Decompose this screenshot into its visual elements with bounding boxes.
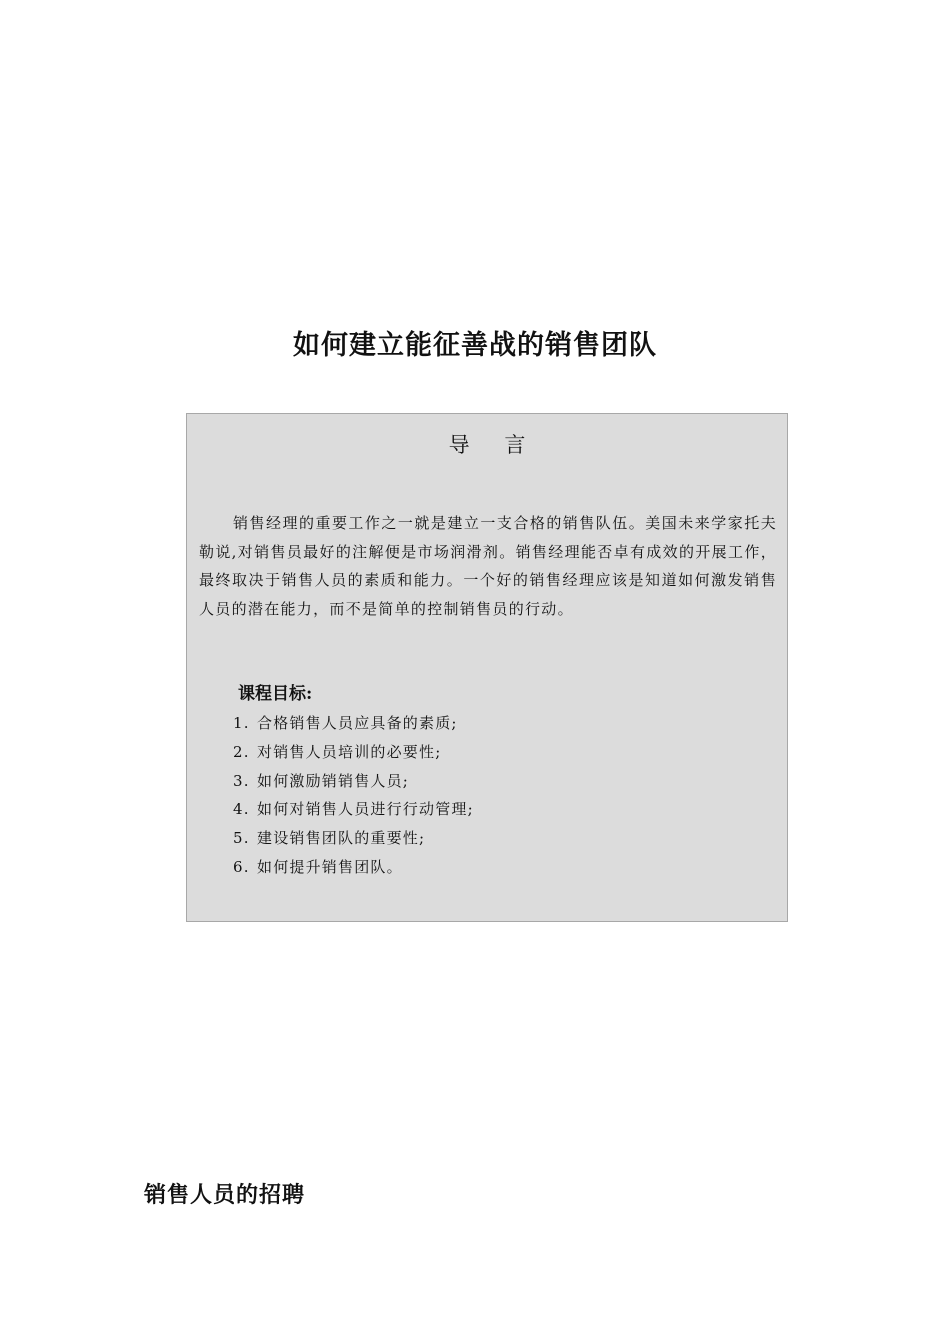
objective-item [233,767,474,796]
objective-number: 6. [233,857,250,876]
objective-number: 2. [233,742,250,761]
objective-number: 1. [233,714,250,732]
objective-text: 如何对销售人员进行行动管理; [257,800,474,819]
document-title: 如何建立能征善战的销售团队 [293,330,657,362]
objective-text: 如何激励销销售人员; [257,771,410,790]
objectives-title: 课程目标: [238,684,313,704]
objective-text: 如何提升销售团队。 [257,857,403,876]
objective-item [233,853,474,882]
objectives-list [233,709,474,882]
intro-paragraph: 销售经理的重要工作之一就是建立一支合格的销售队伍。美国未来学家托夫勒说,对销售员最好的注解便是市场润滑剂。销售经理能否卓有成效的开展工作，最终取决于销售人员的素质和能力。一个好的销售经理应该是知道如何激发销售人员的潜在能力，而不是简单的控制销售员的行动。 [199,514,777,618]
intro-heading: 导 言 [448,433,540,457]
intro-box [186,413,788,922]
objective-item [233,738,474,767]
section-heading: 销售人员的招聘 [144,1182,306,1209]
objective-number: 5. [233,829,250,848]
objective-text: 对销售人员培训的必要性; [257,742,442,761]
objective-item [233,824,474,853]
objective-text: 合格销售人员应具备的素质; [257,714,458,732]
objective-number: 3. [233,771,250,790]
objective-text: 建设销售团队的重要性; [257,829,426,848]
objective-number: 4. [233,800,250,819]
objective-item [233,795,474,824]
objective-item [233,709,474,738]
